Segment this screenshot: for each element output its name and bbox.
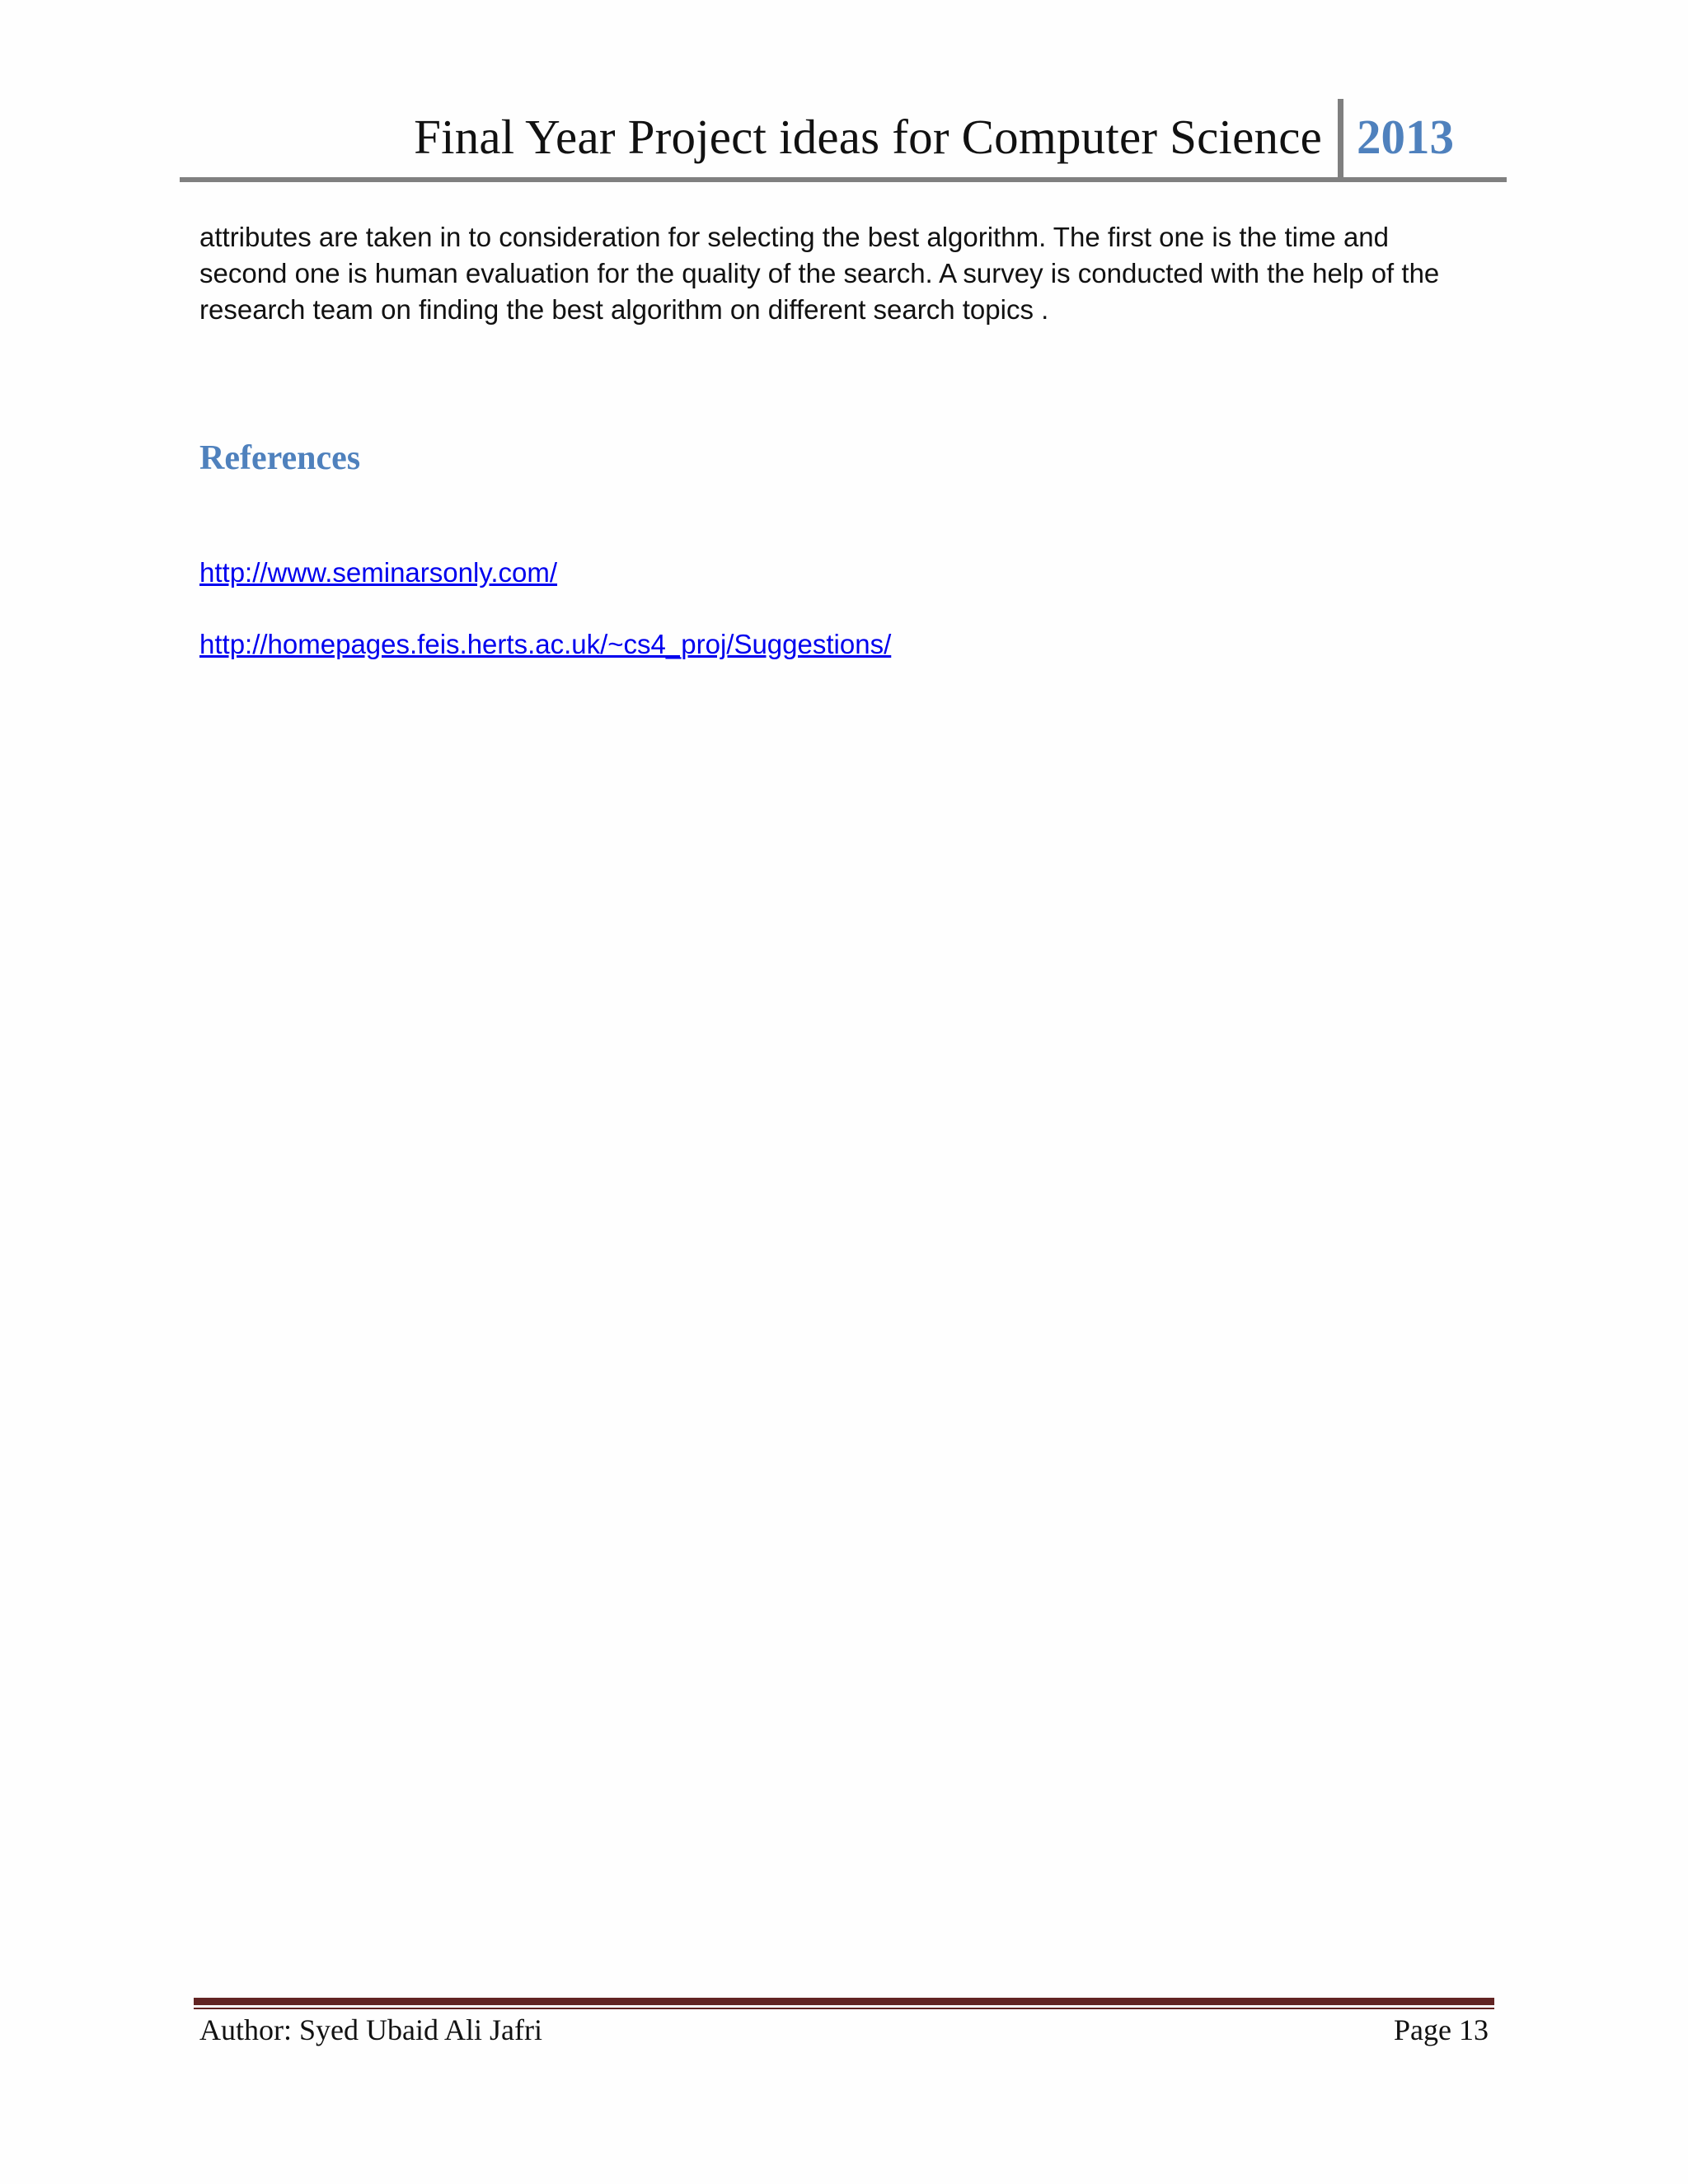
- page-number: Page 13: [1394, 2013, 1489, 2046]
- body-line: attributes are taken in to consideration for selecting the best algorithm. The first one is the time and: [199, 222, 1390, 252]
- header-title: Final Year Project ideas for Computer Science: [414, 110, 1322, 164]
- header-divider: [1338, 99, 1343, 178]
- page-header: [180, 97, 1507, 180]
- footer-rule-thin: [194, 2008, 1494, 2009]
- body-line: second one is human evaluation for the quality of the search. A survey is conducted with the help of the: [199, 258, 1440, 288]
- reference-link[interactable]: http://www.seminarsonly.com/: [199, 557, 558, 588]
- header-rule: [180, 177, 1507, 182]
- body-paragraph: [199, 219, 1502, 328]
- body-line: research team on finding the best algorithm on different search topics .: [199, 294, 1049, 325]
- footer-author: Author: Syed Ubaid Ali Jafri: [199, 2013, 542, 2046]
- footer-rule: [194, 1998, 1494, 2005]
- header-year: 2013: [1357, 110, 1454, 164]
- reference-link[interactable]: http://homepages.feis.herts.ac.uk/~cs4_proj/Suggestions/: [199, 629, 892, 659]
- references-heading: References: [199, 439, 361, 477]
